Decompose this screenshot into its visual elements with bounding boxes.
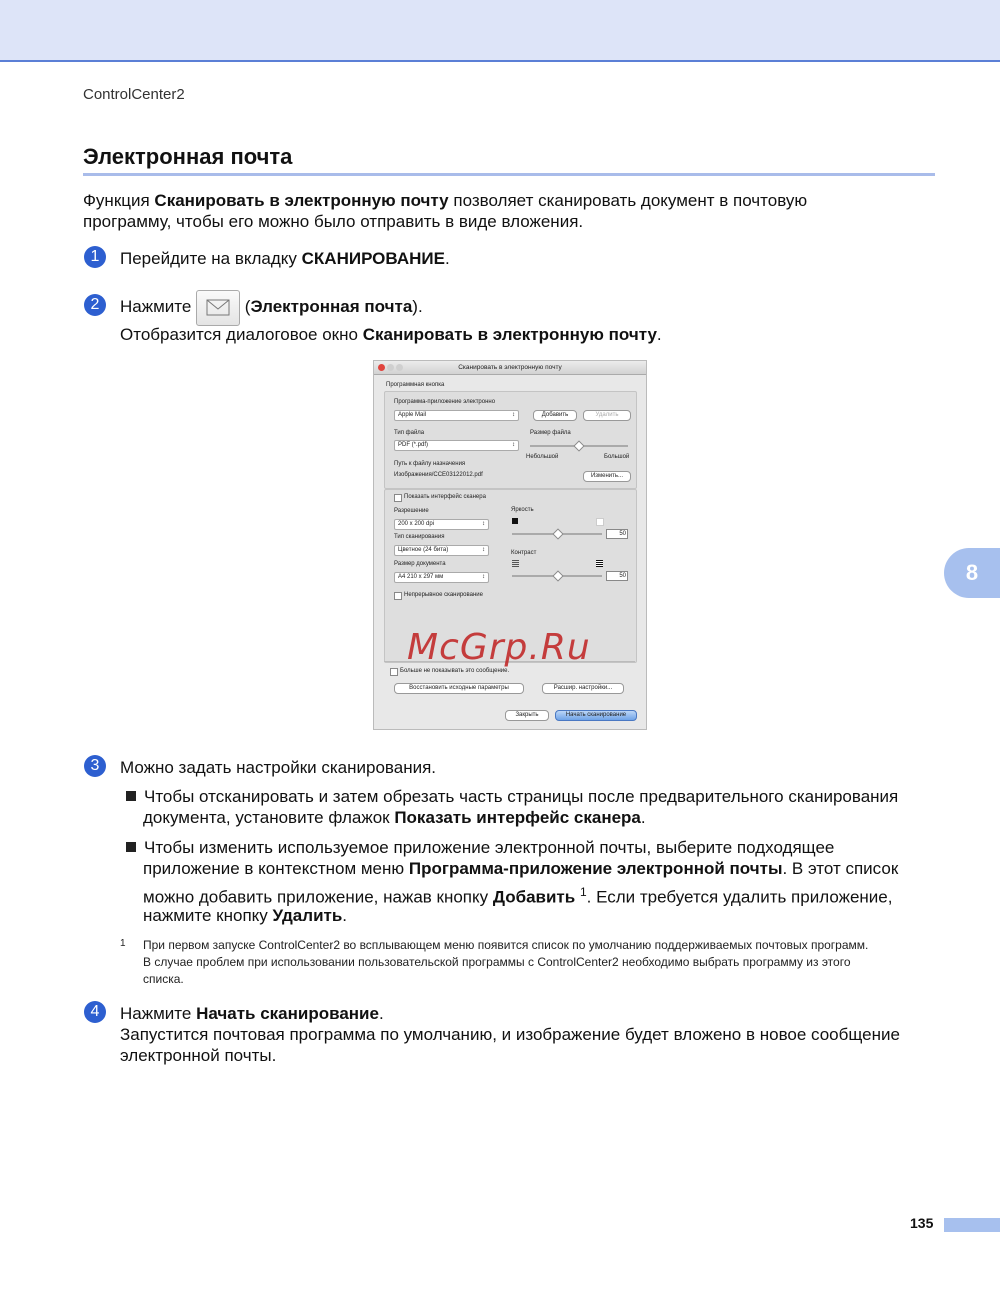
- watermark: McGrp.Ru: [407, 627, 591, 668]
- intro-line-1: Функция Сканировать в электронную почту позволяет сканировать документ в почтовую: [83, 191, 808, 210]
- step-3-number: 3: [84, 755, 106, 777]
- bullet-1-line-1: Чтобы отсканировать и затем обрезать часть страницы после предварительного сканирования: [126, 786, 898, 807]
- step-4-number: 4: [84, 1001, 106, 1023]
- email-button[interactable]: [196, 290, 240, 326]
- step-1-text: Перейдите на вкладку СКАНИРОВАНИЕ.: [120, 249, 450, 268]
- advanced-settings-button[interactable]: Расшир. настройки...: [542, 683, 624, 694]
- dont-show-checkbox[interactable]: [390, 668, 398, 676]
- scantype-select[interactable]: Цветное (24 бита) ↕: [394, 545, 489, 556]
- running-header: ControlCenter2: [83, 86, 185, 103]
- footnote-line-3: списка.: [143, 972, 184, 986]
- updown-icon: ↕: [482, 521, 485, 527]
- footnote-line-2: В случае проблем при использовании пользовательской программы с ControlCenter2 необходимо выбрать программу из этого: [143, 955, 851, 969]
- step-4-line-3: электронной почты.: [120, 1046, 277, 1065]
- resolution-label: Разрешение: [394, 508, 429, 514]
- small-label: Небольшой: [526, 454, 559, 460]
- step-2-text: Нажмите (Электронная почта).: [120, 289, 423, 326]
- chapter-tab: 8: [944, 548, 1000, 598]
- filesize-label: Размер файла: [530, 430, 571, 436]
- step-2-line-2: Отобразится диалоговое окно Сканировать в электронную почту.: [120, 325, 662, 344]
- top-band: [0, 0, 1000, 62]
- step-2-number: 2: [84, 294, 106, 316]
- continuous-label: Непрерывное сканирование: [404, 592, 483, 598]
- updown-icon: ↕: [482, 574, 485, 580]
- path-label: Путь к файлу назначения: [394, 461, 466, 467]
- dont-show-label: Больше не показывать это сообщение.: [400, 668, 510, 674]
- bullet-2-line-1: Чтобы изменить используемое приложение электронной почты, выберите подходящее: [126, 837, 834, 858]
- scantype-label: Тип сканирования: [394, 534, 445, 540]
- resolution-select[interactable]: 200 x 200 dpi ↕: [394, 519, 489, 530]
- brightness-value[interactable]: 50: [606, 529, 628, 539]
- restore-defaults-button[interactable]: Восстановить исходные параметры: [394, 683, 524, 694]
- dark-swatch-icon: [512, 518, 518, 524]
- filetype-select[interactable]: PDF (*.pdf) ↕: [394, 440, 519, 451]
- low-contrast-icon: [512, 560, 519, 567]
- section-title: Электронная почта: [83, 144, 293, 169]
- bullet-2-line-3: можно добавить приложение, нажав кнопку Добавить $^1$. Если требуется удалить приложение,: [143, 885, 893, 907]
- light-swatch-icon: [596, 518, 604, 526]
- updown-icon: ↕: [512, 442, 515, 448]
- group-label: Программная кнопка: [386, 382, 445, 388]
- scan-to-email-dialog: [373, 360, 647, 730]
- zoom-window-icon[interactable]: [396, 364, 403, 371]
- page-number-bar: [944, 1218, 1000, 1232]
- dialog-titlebar: [374, 361, 646, 375]
- contrast-value[interactable]: 50: [606, 571, 628, 581]
- close-window-icon[interactable]: [378, 364, 385, 371]
- bullet-2-line-2: приложение в контекстном меню Программа-приложение электронной почты. В этот список: [143, 859, 899, 878]
- delete-button[interactable]: Удалить: [583, 410, 631, 421]
- bullet-2-line-4: нажмите кнопку Удалить.: [143, 906, 348, 925]
- change-path-button[interactable]: Изменить...: [583, 471, 631, 482]
- start-scan-button[interactable]: Начать сканирование: [555, 710, 637, 721]
- docsize-select[interactable]: A4 210 x 297 мм ↕: [394, 572, 489, 583]
- docsize-label: Размер документа: [394, 561, 446, 567]
- app-label: Программа-приложение электронно: [394, 399, 496, 405]
- step-1-number: 1: [84, 246, 106, 268]
- bullet-square-icon: [126, 791, 136, 801]
- dialog-title: Сканировать в электронную почту: [458, 364, 562, 371]
- page-number: 135: [910, 1215, 934, 1231]
- envelope-icon: [197, 291, 239, 325]
- updown-icon: ↕: [482, 547, 485, 553]
- step-4-text: Нажмите Начать сканирование.: [120, 1004, 384, 1023]
- path-value: Изображения/CCE03122012.pdf: [394, 472, 483, 478]
- step-4-line-2: Запустится почтовая программа по умолчанию, и изображение будет вложено в новое сообщение: [120, 1025, 900, 1044]
- intro-line-2: программу, чтобы его можно было отправить в виде вложения.: [83, 212, 584, 231]
- high-contrast-icon: [596, 560, 603, 567]
- contrast-label: Контраст: [511, 550, 537, 556]
- show-ui-label: Показать интерфейс сканера: [404, 494, 486, 500]
- continuous-checkbox[interactable]: [394, 592, 402, 600]
- show-ui-checkbox[interactable]: [394, 494, 402, 502]
- footnote-mark: 1: [120, 938, 126, 949]
- brightness-label: Яркость: [511, 507, 534, 513]
- bullet-1-line-2: документа, установите флажок Показать интерфейс сканера.: [143, 808, 646, 827]
- large-label: Большой: [604, 454, 630, 460]
- filetype-label: Тип файла: [394, 430, 425, 436]
- app-select[interactable]: Apple Mail ↕: [394, 410, 519, 421]
- add-button[interactable]: Добавить: [533, 410, 577, 421]
- updown-icon: ↕: [512, 412, 515, 418]
- title-rule: [83, 173, 935, 176]
- bullet-square-icon: [126, 842, 136, 852]
- close-button[interactable]: Закрыть: [505, 710, 549, 721]
- footnote-line-1: При первом запуске ControlCenter2 во всплывающем меню появится список по умолчанию поддерживаемых почтовых программ.: [143, 938, 869, 952]
- minimize-window-icon[interactable]: [387, 364, 394, 371]
- step-3-text: Можно задать настройки сканирования.: [120, 758, 437, 777]
